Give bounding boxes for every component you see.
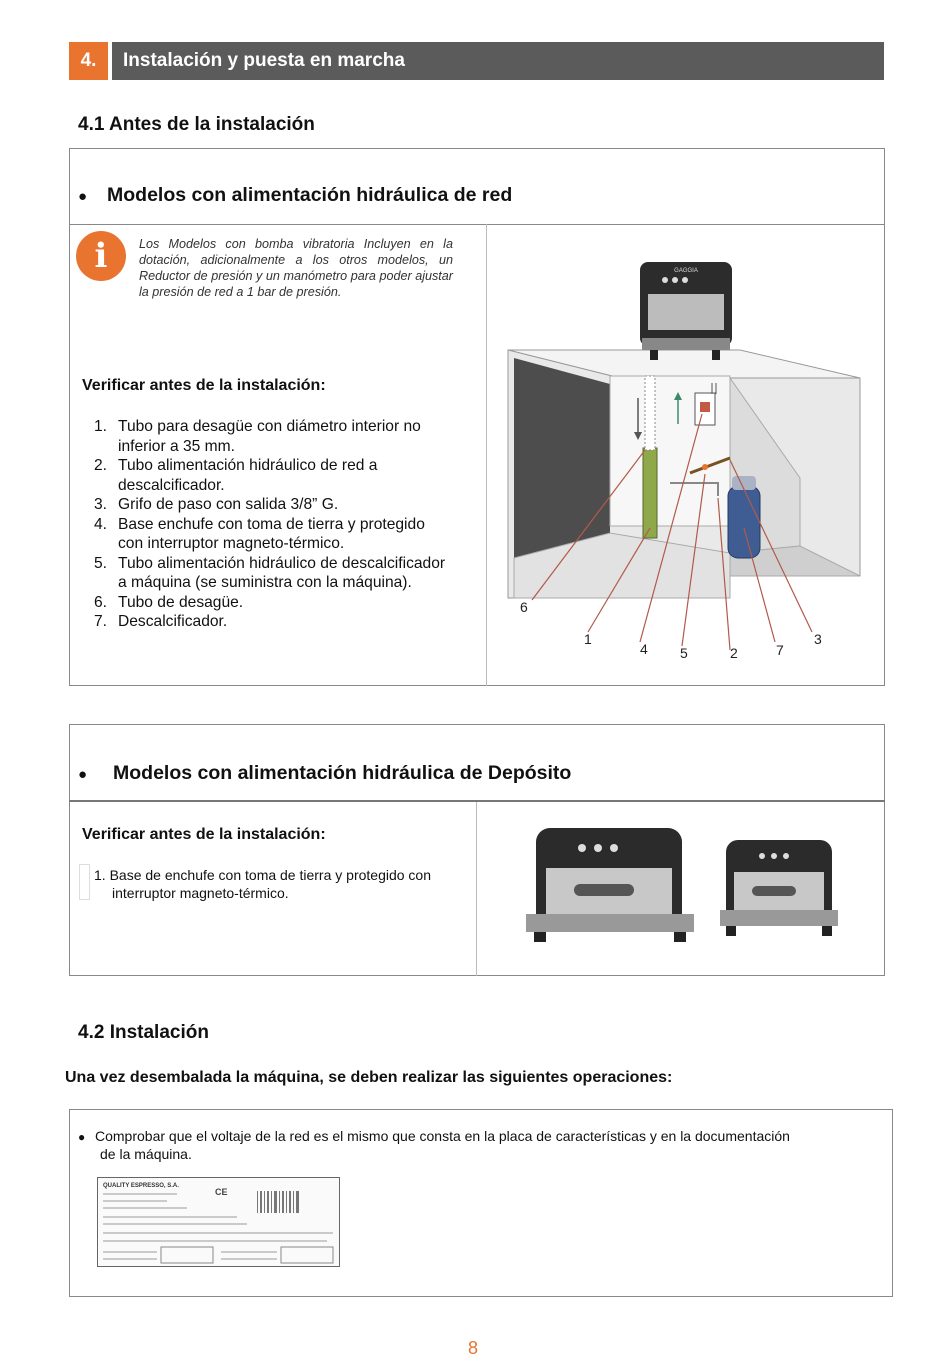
list-item: 6. Tubo de desagüe. — [94, 593, 244, 611]
list-item: 2. Tubo alimentación hidráulico de red a descalcificador. — [94, 457, 378, 494]
subsection-title-4-2: 4.2 Instalación — [78, 1022, 209, 1043]
callout-5: 5 — [680, 645, 688, 661]
divider — [476, 802, 477, 976]
machine-image-small — [716, 832, 842, 956]
tank-supply-heading: Modelos con alimentación hidráulica de Depósito — [113, 762, 572, 784]
list-item: 5. Tubo alimentación hidráulico de descalcificador a máquina (se suministra con la máquina). — [94, 554, 446, 591]
bullet: ● — [78, 188, 88, 205]
list-item: 4. Base enchufe con toma de tierra y protegido con interruptor magneto-térmico. — [94, 515, 425, 552]
info-icon: i — [76, 231, 126, 281]
page-number: 8 — [468, 1338, 479, 1358]
rating-plate-image — [97, 1177, 340, 1267]
bullet: ● — [78, 766, 88, 783]
subsection-title-4-1: 4.1 Antes de la instalación — [78, 114, 315, 135]
list-item: 1. Base de enchufe con toma de tierra y protegido con interruptor magneto-térmico. — [94, 867, 432, 901]
callout-2: 2 — [730, 645, 738, 661]
callout-4: 4 — [640, 641, 648, 657]
list-item: 1. Tubo para desagüe con diámetro interior no inferior a 35 mm. — [94, 418, 421, 455]
divider — [69, 800, 885, 802]
list-item: 7. Descalcificador. — [94, 613, 228, 630]
divider — [486, 224, 487, 686]
divider — [69, 224, 885, 225]
verify-title: Verificar antes de la instalación: — [82, 377, 326, 394]
callout-7: 7 — [776, 642, 784, 658]
callout-1: 1 — [584, 631, 592, 647]
info-note: Los Modelos con bomba vibratoria Incluyen en la dotación, adicionalmente a los otros modelos, un Reductor de presión y un manómetro para poder ajustar la presión de red a 1 bar de presión. — [139, 237, 453, 299]
verify-list — [81, 417, 481, 632]
installation-diagram — [490, 228, 882, 680]
section-number: 4. — [69, 42, 108, 80]
callout-3: 3 — [814, 631, 822, 647]
verify-title: Verificar antes de la instalación: — [82, 826, 326, 843]
divider — [79, 864, 90, 900]
machine-image-large — [522, 818, 698, 962]
intro-text: Una vez desembalada la máquina, se deben realizar las siguientes operaciones: — [65, 1069, 673, 1086]
bullet: ● — [78, 1130, 86, 1144]
callout-6: 6 — [520, 599, 528, 615]
voltage-check-text: Comprobar que el voltaje de la red es el mismo que consta en la placa de características y en la documentación de la máquina. — [95, 1128, 790, 1162]
espresso-machine — [640, 262, 732, 360]
list-item: 3. Grifo de paso con salida 3/8” G. — [94, 496, 339, 513]
section-title: Instalación y puesta en marcha — [112, 42, 884, 80]
network-supply-heading: Modelos con alimentación hidráulica de red — [107, 184, 513, 206]
machine-brand-logo: GAGGIA — [674, 268, 698, 274]
plate-company: QUALITY ESPRESSO, S.A. — [103, 1183, 179, 1189]
ce-mark-icon: CE — [215, 1187, 228, 1197]
